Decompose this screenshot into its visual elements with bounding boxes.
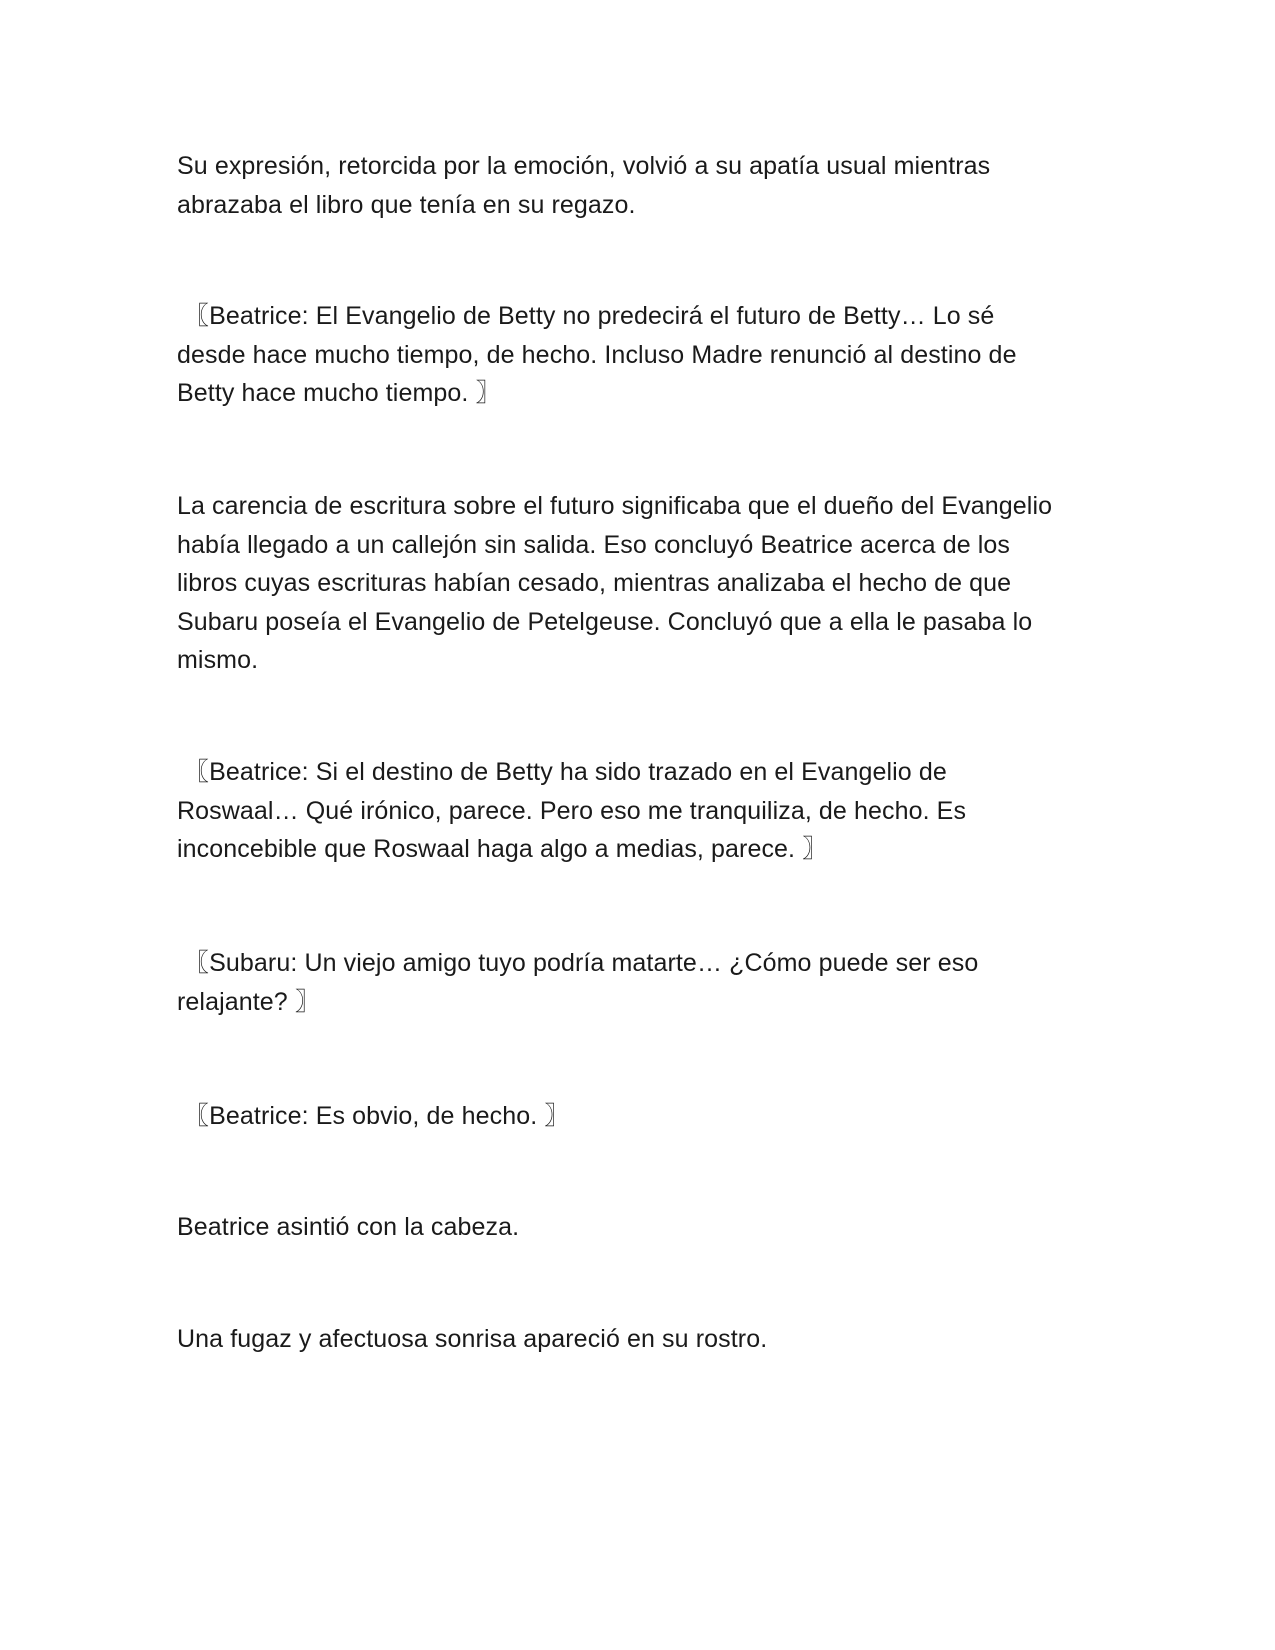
text-line: había llegado a un callejón sin salida. Eso concluyó Beatrice acerca de los	[177, 530, 1011, 559]
paragraph-narration-1	[177, 147, 1107, 224]
text-line: Betty hace mucho tiempo. 〗	[177, 379, 501, 407]
text-line: Una fugaz y afectuosa sonrisa apareció en su rostro.	[177, 1325, 768, 1353]
paragraph-dialogue-beatrice-1	[177, 297, 1107, 413]
paragraph-narration-2	[177, 487, 1107, 680]
text-line: Roswaal… Qué irónico, parece. Pero eso me tranquiliza, de hecho. Es	[177, 796, 967, 825]
paragraph-dialogue-beatrice-2	[177, 753, 1107, 869]
text-line: inconcebible que Roswaal haga algo a medias, parece. 〗	[177, 835, 828, 863]
paragraph-dialogue-beatrice-3	[177, 1097, 1107, 1136]
paragraph-narration-3	[177, 1208, 1107, 1247]
text-line: relajante? 〗	[177, 987, 320, 1016]
text-line: mismo.	[177, 646, 259, 674]
text-line: La carencia de escritura sobre el futuro significaba que el dueño del Evangelio	[177, 492, 1053, 520]
text-line: 〖Beatrice: Si el destino de Betty ha sido trazado en el Evangelio de	[177, 758, 947, 786]
text-line: abrazaba el libro que tenía en su regazo.	[177, 190, 636, 219]
paragraph-dialogue-subaru	[177, 944, 1107, 1021]
text-line: libros cuyas escrituras habían cesado, mientras analizaba el hecho de que	[177, 569, 1012, 597]
text-line: 〖Beatrice: Es obvio, de hecho. 〗	[177, 1102, 570, 1130]
text-line: 〖Subaru: Un viejo amigo tuyo podría matarte… ¿Cómo puede ser eso	[177, 949, 979, 977]
paragraph-narration-4	[177, 1320, 1107, 1359]
text-line: Beatrice asintió con la cabeza.	[177, 1213, 520, 1241]
text-line: Su expresión, retorcida por la emoción, volvió a su apatía usual mientras	[177, 152, 991, 180]
text-line: 〖Beatrice: El Evangelio de Betty no predecirá el futuro de Betty… Lo sé	[177, 302, 995, 330]
text-line: desde hace mucho tiempo, de hecho. Incluso Madre renunció al destino de	[177, 340, 1017, 369]
text-line: Subaru poseía el Evangelio de Petelgeuse. Concluyó que a ella le pasaba lo	[177, 607, 1033, 636]
